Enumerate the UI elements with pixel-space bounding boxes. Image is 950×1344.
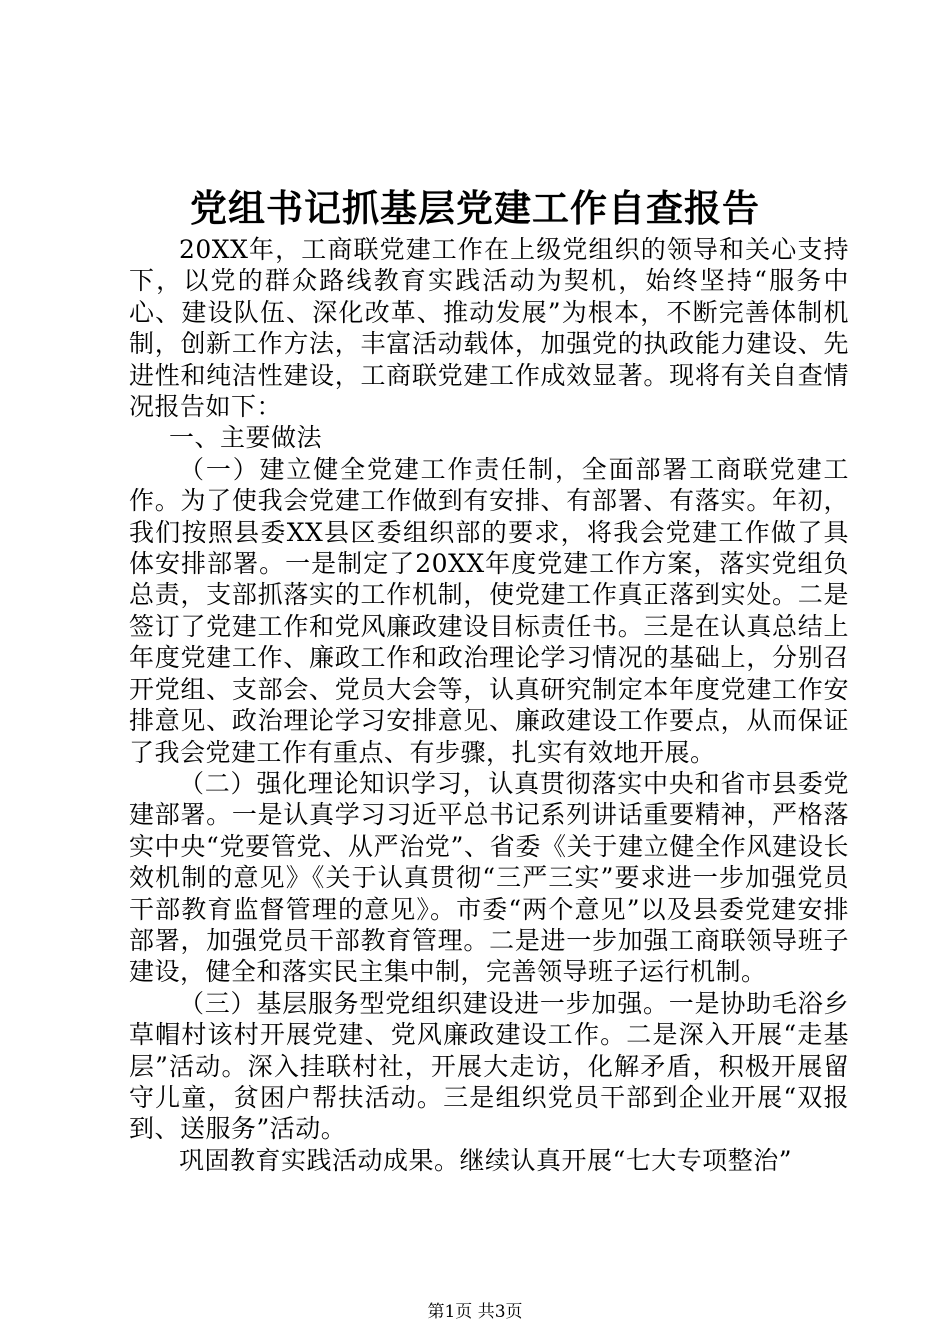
intro-paragraph: 20XX年，工商联党建工作在上级党组织的领导和关心支持下，以党的群众路线教育实践活动为契机，始终坚持“服务中心、建设队伍、深化改革、推动发展”为根本，不断完善体制机制，创新工作方法，丰富活动载体，加强党的执政能力建设、先进性和纯洁性建设，工商联党建工作成效显著。现将有关自查情况报告如下： — [129, 235, 849, 422]
section-heading: 一、主要做法 — [169, 423, 323, 453]
body-paragraph-2: （二）强化理论知识学习，认真贯彻落实中央和省市县委党建部署。一是认真学习习近平总书记系列讲话重要精神，严格落实中央“党要管党、从严治党”、省委《关于建立健全作风建设长效机制的意见》《关于认真贯彻“三严三实”要求进一步加强党员干部教育监督管理的意见》。市委“两个意见”以及县委党建安排部署，加强党员干部教育管理。二是进一步加强工商联领导班子建设，健全和落实民主集中制，完善领导班子运行机制。 — [129, 768, 849, 987]
document-body — [129, 234, 849, 1176]
body-paragraph-1: （一）建立健全党建工作责任制，全面部署工商联党建工作。为了使我会党建工作做到有安排、有部署、有落实。年初，我们按照县委XX县区委组织部的要求，将我会党建工作做了具体安排部署。一是制定了20XX年度党建工作方案，落实党组负总责，支部抓落实的工作机制，使党建工作真正落到实处。二是签订了党建工作和党风廉政建设目标责任书。三是在认真总结上年度党建工作、廉政工作和政治理论学习情况的基础上，分别召开党组、支部会、党员大会等，认真研究制定本年度党建工作安排意见、政治理论学习安排意见、廉政建设工作要点，从而保证了我会党建工作有重点、有步骤，扎实有效地开展。 — [129, 454, 849, 767]
document-title: 党组书记抓基层党建工作自查报告 — [190, 186, 760, 230]
page-number: 第1页 共3页 — [427, 1302, 523, 1322]
body-paragraph-4: 巩固教育实践活动成果。继续认真开展“七大专项整治” — [179, 1145, 793, 1175]
body-paragraph-3: （三）基层服务型党组织建设进一步加强。一是协助毛浴乡草帽村该村开展党建、党风廉政建设工作。二是深入开展“走基层”活动。深入挂联村社，开展大走访，化解矛盾，积极开展留守儿童，贫困户帮扶活动。三是组织党员干部到企业开展“双报到、送服务”活动。 — [129, 988, 849, 1144]
